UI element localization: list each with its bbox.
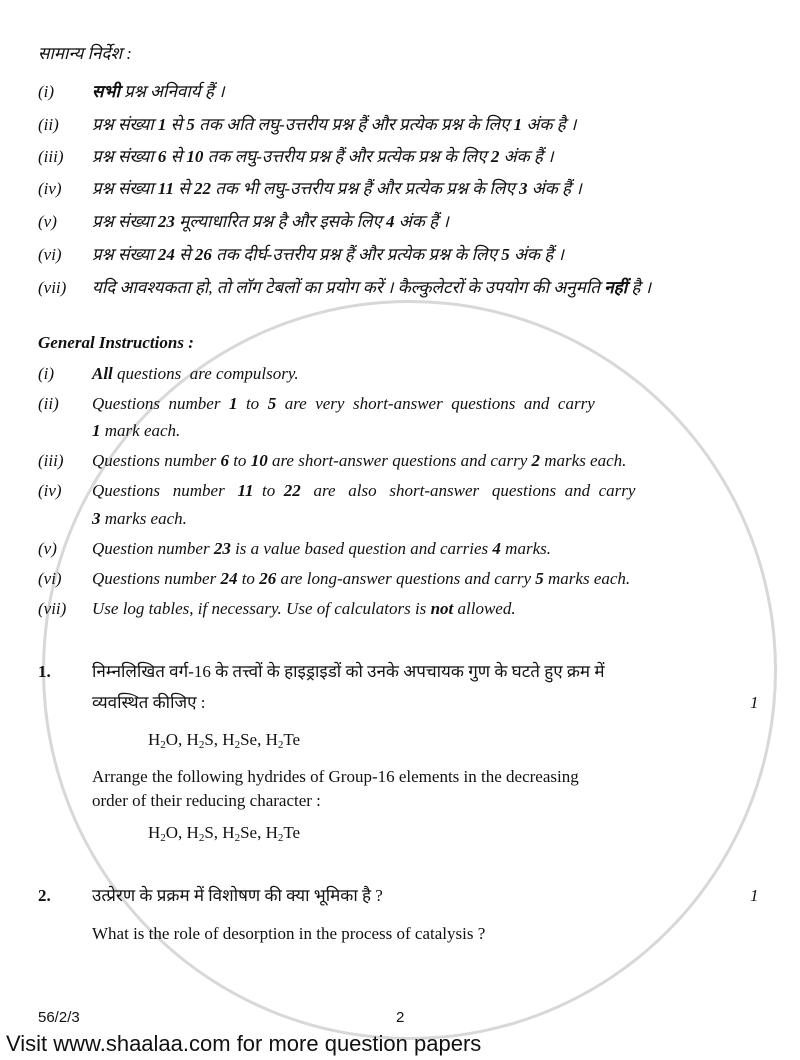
text: are long-answer questions and carry <box>276 569 536 588</box>
text: mark each. <box>100 421 181 440</box>
instruction-text <box>92 599 516 619</box>
text: प्रश्न संख्या <box>92 179 158 198</box>
text: S, H <box>204 730 235 749</box>
text: to <box>228 451 251 470</box>
bold-text: 5 <box>535 569 544 588</box>
bold-text: not <box>430 599 454 618</box>
bold-text: 3 <box>92 509 101 528</box>
text: है । <box>627 278 652 297</box>
question-english-line: order of their reducing character : <box>92 791 321 810</box>
subscript: 2 <box>198 739 205 751</box>
instruction-number: (vi) <box>38 245 62 264</box>
instruction-text <box>92 115 576 135</box>
bold-text: 4 <box>492 539 501 558</box>
text: Se, H <box>240 730 278 749</box>
subscript: 2 <box>234 832 241 844</box>
bold-text: All <box>92 364 113 383</box>
text: अंक हैं । <box>509 245 564 264</box>
text: Questions number <box>92 394 229 413</box>
bold-text: 1 <box>92 421 101 440</box>
bold-text: 1 <box>513 115 523 134</box>
question-marks: 1 <box>750 693 759 712</box>
instruction-text <box>92 364 299 384</box>
bold-text: 26 <box>194 245 212 264</box>
text: अंक है । <box>522 115 577 134</box>
bold-text: 23 <box>157 212 175 231</box>
text: Use log tables, if necessary. Use of calculators is <box>92 599 431 618</box>
question-hindi-line: निम्नलिखित वर्ग-16 के तत्त्वों के हाइड्राइडों को उनके अपचायक गुण के घटते हुए क्रम में <box>92 662 605 681</box>
question-number: 2. <box>38 886 51 905</box>
text: Te <box>283 730 301 749</box>
bold-text: 26 <box>259 569 277 588</box>
instruction-number: (iii) <box>38 451 64 470</box>
text: अंक हैं । <box>527 179 582 198</box>
bold-text: 1 <box>228 394 238 413</box>
text: S, H <box>204 823 235 842</box>
bold-text: सभी <box>92 82 120 101</box>
text: तक अति लघु-उत्तरीय प्रश्न हैं और प्रत्येक प्रश्न के लिए <box>194 115 514 134</box>
text: Questions number <box>92 451 221 470</box>
text: H <box>148 730 161 749</box>
bold-text: 11 <box>157 179 174 198</box>
instruction-number: (iii) <box>38 147 64 166</box>
text: to <box>253 481 284 500</box>
instruction-text <box>92 569 630 589</box>
instruction-text <box>92 509 187 529</box>
subscript: 2 <box>160 832 166 844</box>
text: से <box>166 147 187 166</box>
question-hindi-line: उत्प्रेरण के प्रक्रम में विशोषण की क्या भूमिका है ? <box>92 886 383 905</box>
text: Questions number <box>92 569 221 588</box>
instruction-number: (vii) <box>38 599 67 618</box>
text: Se, H <box>240 823 278 842</box>
page-number: 2 <box>396 1009 405 1026</box>
instruction-number: (vii) <box>38 278 67 297</box>
bold-text: 24 <box>220 569 238 588</box>
bold-text: 5 <box>267 394 277 413</box>
instruction-number: (vi) <box>38 569 62 588</box>
bold-text: 3 <box>519 179 528 198</box>
subscript: 2 <box>234 739 241 751</box>
text: मूल्याधारित प्रश्न है और इसके लिए <box>174 212 387 231</box>
instruction-number: (v) <box>38 539 57 558</box>
instruction-text <box>92 245 564 265</box>
instruction-number: (i) <box>38 82 55 101</box>
bold-text: 5 <box>186 115 195 134</box>
bold-text: 4 <box>386 212 395 231</box>
paper-code: 56/2/3 <box>38 1009 80 1026</box>
text: तक दीर्घ-उत्तरीय प्रश्न हैं और प्रत्येक प्रश्न के लिए <box>211 245 502 264</box>
bold-text: 2 <box>490 147 500 166</box>
text: to <box>237 569 260 588</box>
text: अंक हैं । <box>394 212 449 231</box>
text: marks each. <box>540 451 627 470</box>
instruction-number: (ii) <box>38 115 59 134</box>
instruction-number: (iv) <box>38 481 62 500</box>
subscript: 2 <box>160 739 166 751</box>
instruction-text <box>92 179 582 199</box>
text: marks each. <box>543 569 631 588</box>
text: तक भी लघु-उत्तरीय प्रश्न हैं और प्रत्येक प्रश्न के लिए <box>210 179 519 198</box>
text: से <box>166 115 187 134</box>
text: Te <box>283 823 301 842</box>
text: यदि आवश्यकता हो, तो लॉग टेबलों का प्रयोग करें । कैल्कुलेटरों के उपयोग की अनुमति <box>92 278 605 297</box>
subscript: 2 <box>198 832 205 844</box>
bold-text: 22 <box>193 179 211 198</box>
text: प्रश्न संख्या <box>92 115 158 134</box>
question-hindi-line: व्यवस्थित कीजिए : <box>92 693 206 712</box>
instruction-number: (iv) <box>38 179 62 198</box>
instruction-text <box>92 278 651 298</box>
formula <box>148 823 300 848</box>
text: are short-answer questions and carry <box>267 451 532 470</box>
hindi-heading: सामान्य निर्देश : <box>38 44 132 63</box>
bold-text: 10 <box>186 147 204 166</box>
text: are also short-answer questions and carry <box>300 481 636 500</box>
english-heading: General Instructions : <box>38 333 194 352</box>
text: तक लघु-उत्तरीय प्रश्न हैं और प्रत्येक प्रश्न के लिए <box>203 147 491 166</box>
text: marks. <box>500 539 551 558</box>
text: Questions number <box>92 481 238 500</box>
instruction-number: (v) <box>38 212 57 231</box>
instruction-text <box>92 147 554 167</box>
text: H <box>148 823 161 842</box>
instruction-number: (i) <box>38 364 55 383</box>
subscript: 2 <box>277 739 284 751</box>
promo-link[interactable]: Visit www.shaalaa.com for more question papers <box>6 1031 482 1056</box>
bold-text: 24 <box>157 245 175 264</box>
instruction-text <box>92 451 626 471</box>
bold-text: 10 <box>250 451 268 470</box>
question-english-line: Arrange the following hydrides of Group-16 elements in the decreasing <box>92 767 579 786</box>
text: से <box>174 245 195 264</box>
bold-text: 6 <box>157 147 167 166</box>
text: O, H <box>165 823 199 842</box>
text: O, H <box>165 730 199 749</box>
question-marks: 1 <box>750 886 759 905</box>
instruction-text <box>92 394 595 414</box>
text: अंक हैं । <box>499 147 554 166</box>
text: प्रश्न संख्या <box>92 147 158 166</box>
text: प्रश्न संख्या <box>92 245 158 264</box>
text: allowed. <box>453 599 516 618</box>
text: Question number <box>92 539 214 558</box>
text: प्रश्न संख्या <box>92 212 158 231</box>
bold-text: 11 <box>237 481 254 500</box>
bold-text: 1 <box>157 115 167 134</box>
bold-text: 5 <box>501 245 510 264</box>
text: to <box>237 394 268 413</box>
text: questions are compulsory. <box>112 364 299 383</box>
instruction-text <box>92 82 225 102</box>
text: is a value based question and carries <box>230 539 493 558</box>
text: are very short-answer questions and carry <box>276 394 595 413</box>
subscript: 2 <box>277 832 284 844</box>
instruction-number: (ii) <box>38 394 59 413</box>
question-english-line: What is the role of desorption in the process of catalysis ? <box>92 924 486 943</box>
bold-text: 6 <box>220 451 229 470</box>
formula <box>148 730 300 755</box>
bold-text: नहीं <box>604 278 628 297</box>
instruction-text <box>92 421 180 441</box>
instruction-text <box>92 212 449 232</box>
instruction-text <box>92 539 551 559</box>
bold-text: 22 <box>283 481 301 500</box>
text: marks each. <box>100 509 187 528</box>
question-number: 1. <box>38 662 51 681</box>
text: से <box>173 179 194 198</box>
text: प्रश्न अनिवार्य हैं । <box>119 82 225 101</box>
bold-text: 23 <box>213 539 231 558</box>
bold-text: 2 <box>531 451 540 470</box>
instruction-text <box>92 481 635 501</box>
